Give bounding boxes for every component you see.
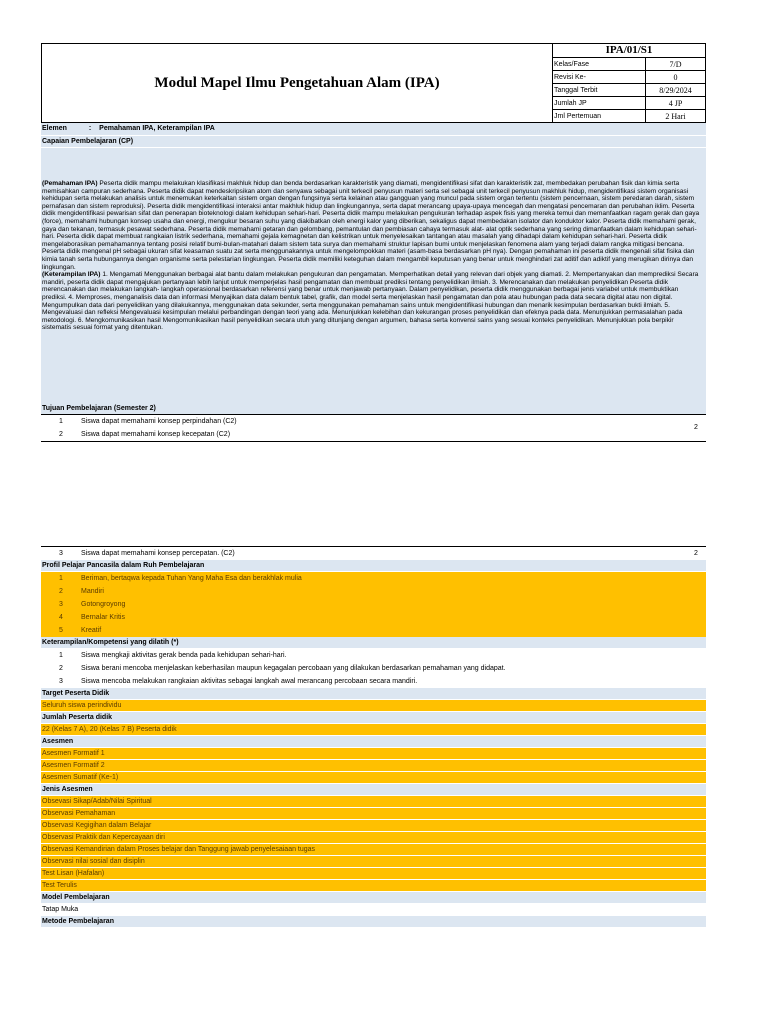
cp-paragraph-keterampilan: [42, 271, 704, 332]
cp-text-keterampilan: 1. Mengamati Menggunakan berbagai alat bantu dalam melakukan pengukuran dan pengamatan. Memperhatikan detail yang relevan dari objek yang diamati. 2. Mempertanyakan dan memprediksi Secara mandiri, peserta didik dapat mengajukan pertanyaan lebih lanjut untuk memperjelas hasil pengamatan dan membuat prediksi tentang penyelidikan ilmiah. 3. Merencanakan dan melakukan penyelidikan Peserta didik merencanakan dan melakukan langkah- langkah operasional berdasarkan referensi yang benar untuk menjawab pertanyaan. Dalam penyelidikan, peserta didik menggunakan berbagai jenis variabel untuk membuktikan prediksi. 4. Memproses, menganalisis data dan informasi Menyajikan data dalam bentuk tabel, grafik, dan model serta menjelaskan hasil pengamatan dan pola atau hubungan pada data secara digital atau non digital. Mengumpulkan data dari penyelidikan yang dilakukannya, menggunakan data sekunder, serta menggunakan pemahaman sains untuk mengidentifikasi hubungan dan menarik kesimpulan berdasarkan bukti ilmiah. 5. Mengevaluasi dan refleksi Mengevaluasi kesimpulan melalui perbandingan dengan teori yang ada. Menunjukkan kelebihan dan kekurangan proses penyelidikan dan efeknya pada data. Menunjukkan permasalahan pada metodologi. 6. Mengkomunikasikan hasil Mengomunikasikan hasil penyelidikan secara utuh yang ditunjang dengan argumen, bahasa serta konvensi sains yang sesuai konteks penyelidikan. Menunjukkan pola berpikir sistematis sesuai format yang ditentukan.: [42, 271, 699, 332]
tp-item: [41, 547, 706, 560]
meta-row: [553, 97, 705, 110]
jenis-asesmen-item: Observasi Kegigihan dalam Belajar: [41, 820, 706, 832]
item-text: Mandiri: [81, 588, 104, 595]
elemen-separator: :: [88, 125, 92, 132]
item-text: Siswa mengkaji aktivitas gerak benda pada kehidupan sehari-hari.: [81, 652, 287, 659]
target-header: Target Peserta Didik: [41, 688, 706, 700]
page-break-line: [41, 441, 706, 442]
jumlah-header: Jumlah Peserta didik: [41, 712, 706, 724]
ket-item: [41, 675, 706, 688]
item-text: Beriman, bertaqwa kepada Tuhan Yang Maha Esa dan berakhlak mulia: [81, 575, 302, 582]
item-text: Siswa dapat memahami konsep kecepatan (C2): [81, 431, 231, 438]
jenis-asesmen-header: Jenis Asesmen: [41, 784, 706, 796]
ppp-item: [41, 598, 706, 611]
item-count: 2: [694, 550, 698, 557]
item-number: 2: [59, 665, 63, 672]
jenis-asesmen-item: Observasi Pemahaman: [41, 808, 706, 820]
asesmen-item: Asesmen Formatif 2: [41, 760, 706, 772]
jumlah-value: 22 (Kelas 7 A), 20 (Kelas 7 B) Peserta didik: [41, 724, 706, 736]
item-number: 3: [59, 678, 63, 685]
jenis-asesmen-item: Test Lisan (Hafalan): [41, 868, 706, 880]
ppp-item: [41, 585, 706, 598]
item-number: 3: [59, 601, 63, 608]
meta-row: [553, 110, 705, 122]
model-header: Model Pembelajaran: [41, 892, 706, 904]
meta-key: Kelas/Fase: [553, 58, 646, 70]
item-text: Gotongroyong: [81, 601, 126, 608]
jenis-asesmen-item: Observasi Praktik dan Kepercayaan diri: [41, 832, 706, 844]
meta-table: [553, 44, 705, 122]
item-text: Siswa dapat memahami konsep percepatan. (C2): [81, 550, 235, 557]
meta-row: [553, 58, 705, 71]
ppp-item: [41, 572, 706, 585]
document-code: IPA/01/S1: [553, 44, 705, 58]
meta-row: [553, 84, 705, 97]
elemen-row: [41, 123, 706, 136]
page-1: [41, 43, 706, 442]
tp-item: [41, 424, 706, 441]
tp-header: Tujuan Pembelajaran (Semester 2): [41, 403, 706, 415]
item-text: Kreatif: [81, 627, 102, 634]
meta-value: 8/29/2024: [659, 85, 692, 95]
jenis-asesmen-item: Obsevasi Sikap/Adab/Nilai Spiritual: [41, 796, 706, 808]
item-number: 2: [59, 431, 63, 438]
cp-text-pemahaman: Peserta didik mampu melakukan klasifikasi makhluk hidup dan benda berdasarkan karakteristik yang diamati, mengidentifikasi sifat dan karakteristik zat, membedakan perubahan fisik dan kimia serta memisahkan campuran sederhana. Peserta didik dapat mendeskripsikan atom dan senyawa sebagai unit terkecil penyusun materi serta sel sebagai unit terkecil penyusun makhluk hidup, mengidentifikasi sistem organisasi kehidupan serta melakukan analisis untuk menemukan keterkaitan sistem organ dengan fungsinya serta kelainan atau gangguan yang muncul pada sistem organ tertentu (sistem pencernaan, sistem peredaran darah, sistem pernafasan dan sistem reproduksi). Peserta didik mengidentifikasi interaksi antar makhluk hidup dan lingkungannya, serta dapat merancang upaya-upaya mencegah dan mengatasi pencemaran dan perubahan iklim. Peserta didik mengidentifikasi pewarisan sifat dan penerapan bioteknologi dalam kehidupan sehari-hari. Peserta didik mampu melakukan pengukuran terhadap aspek fisis yang mereka temui dan memanfaatkan ragam gerak dan gaya (force), memahami hubungan konsep usaha dan energi, mengukur besaran suhu yang diakibatkan oleh energi kalor yang diberikan, sekaligus dapat membedakan isolator dan konduktor kalor. Peserta didik memahami gerak, gaya dan tekanan, termasuk pesawat sederhana. Peserta didik memahami getaran dan gelombang, pemantulan dan pembiasan cahaya termasuk alat- alat optik sederhana yang sering dimanfaatkan dalam kehidupan sehari-hari. Peserta didik dapat membuat rangkaian listrik sederhana, memahami gejala kemagnetan dan kelistrikan untuk menyelesaikan tantangan atau masalah yang dihadapi dalam kehidupan sehari-hari. Peserta didik mengelaborasikan pemahamannya tentang posisi relatif bumi-bulan-matahari dalam sistem tata surya dan memahami struktur lapisan bumi untuk menjelaskan fenomena alam yang terjadi dalam rangka mitigasi bencana. Peserta didik mengenal pH sebagai ukuran sifat keasaman suatu zat serta menggunakannya untuk mengelompokkan materi (asam-basa berdasarkan pH nya). Dengan pemahaman ini peserta didik mengenali sifat fisika dan kimia tanah serta hubungannya dengan organisme serta pelestarian lingkungan. Peserta didik memiliki keteguhan dalam mengambil keputusan yang benar untuk menghindari zat aditif dan adiktif yang merugikan dirinya dan lingkungan.: [42, 180, 700, 271]
item-text: Bernalar Kritis: [81, 614, 125, 621]
asesmen-item: Asesmen Formatif 1: [41, 748, 706, 760]
target-value: Seluruh siswa perindividu: [41, 700, 706, 712]
meta-key: Jml Pertemuan: [553, 110, 646, 122]
ppp-header: Profil Pelajar Pancasila dalam Ruh Pembelajaran: [41, 560, 706, 572]
meta-value: 0: [673, 72, 678, 82]
ppp-item: [41, 624, 706, 637]
cp-bold-pemahaman: (Pemahaman IPA): [42, 180, 98, 187]
meta-row: [553, 71, 705, 84]
item-number: 3: [59, 550, 63, 557]
document-title: Modul Mapel Ilmu Pengetahuan Alam (IPA): [42, 44, 553, 122]
cp-header: Capaian Pembelajaran (CP): [41, 136, 706, 148]
asesmen-header: Asesmen: [41, 736, 706, 748]
ket-item: [41, 662, 706, 675]
item-number: 2: [59, 588, 63, 595]
elemen-value: Pemahaman IPA, Keterampilan IPA: [99, 125, 215, 132]
item-number: 1: [59, 652, 63, 659]
ket-header: Keterampilan/Kompetensi yang dilatih (*): [41, 637, 706, 649]
metode-header: Metode Pembelajaran: [41, 916, 706, 928]
elemen-label: Elemen: [42, 125, 67, 132]
item-number: 1: [59, 575, 63, 582]
item-number: 5: [59, 627, 63, 634]
page-2: [41, 546, 706, 928]
meta-key: Jumlah JP: [553, 97, 646, 109]
meta-value: 2 Hari: [665, 111, 686, 121]
asesmen-item: Asesmen Sumatif (Ke-1): [41, 772, 706, 784]
cp-bold-keterampilan: (Keterampilan IPA): [42, 271, 101, 279]
item-text: Siswa mencoba melakukan rangkaian aktivitas sebagai langkah awal merancang percobaan secara mandiri.: [81, 678, 418, 685]
cp-paragraph-pemahaman: [42, 180, 704, 271]
document-header: [41, 43, 706, 123]
ppp-item: [41, 611, 706, 624]
jenis-asesmen-item: Observasi Kemandirian dalam Proses belajar dan Tanggung jawab penyelesaiaan tugas: [41, 844, 706, 856]
meta-key: Revisi Ke-: [553, 71, 646, 83]
item-count: 2: [694, 424, 698, 431]
jenis-asesmen-item: Observasi nilai sosial dan disiplin: [41, 856, 706, 868]
item-number: 1: [59, 418, 63, 425]
item-text: Siswa dapat memahami konsep perpindahan (C2): [81, 418, 237, 425]
meta-value: 7/D: [669, 59, 682, 69]
item-text: Siswa berani mencoba menjelaskan keberhasilan maupun kegagalan percobaan yang dilakukan berdasarkan pemahaman yang didapat.: [81, 665, 506, 672]
ket-item: [41, 649, 706, 662]
item-number: 4: [59, 614, 63, 621]
jenis-asesmen-item: Test Terulis: [41, 880, 706, 892]
meta-value: 4 JP: [668, 98, 683, 108]
cp-body: [41, 148, 706, 403]
meta-key: Tanggal Terbit: [553, 84, 646, 96]
model-value: Tatap Muka: [41, 904, 706, 916]
tp-item: [41, 415, 706, 428]
